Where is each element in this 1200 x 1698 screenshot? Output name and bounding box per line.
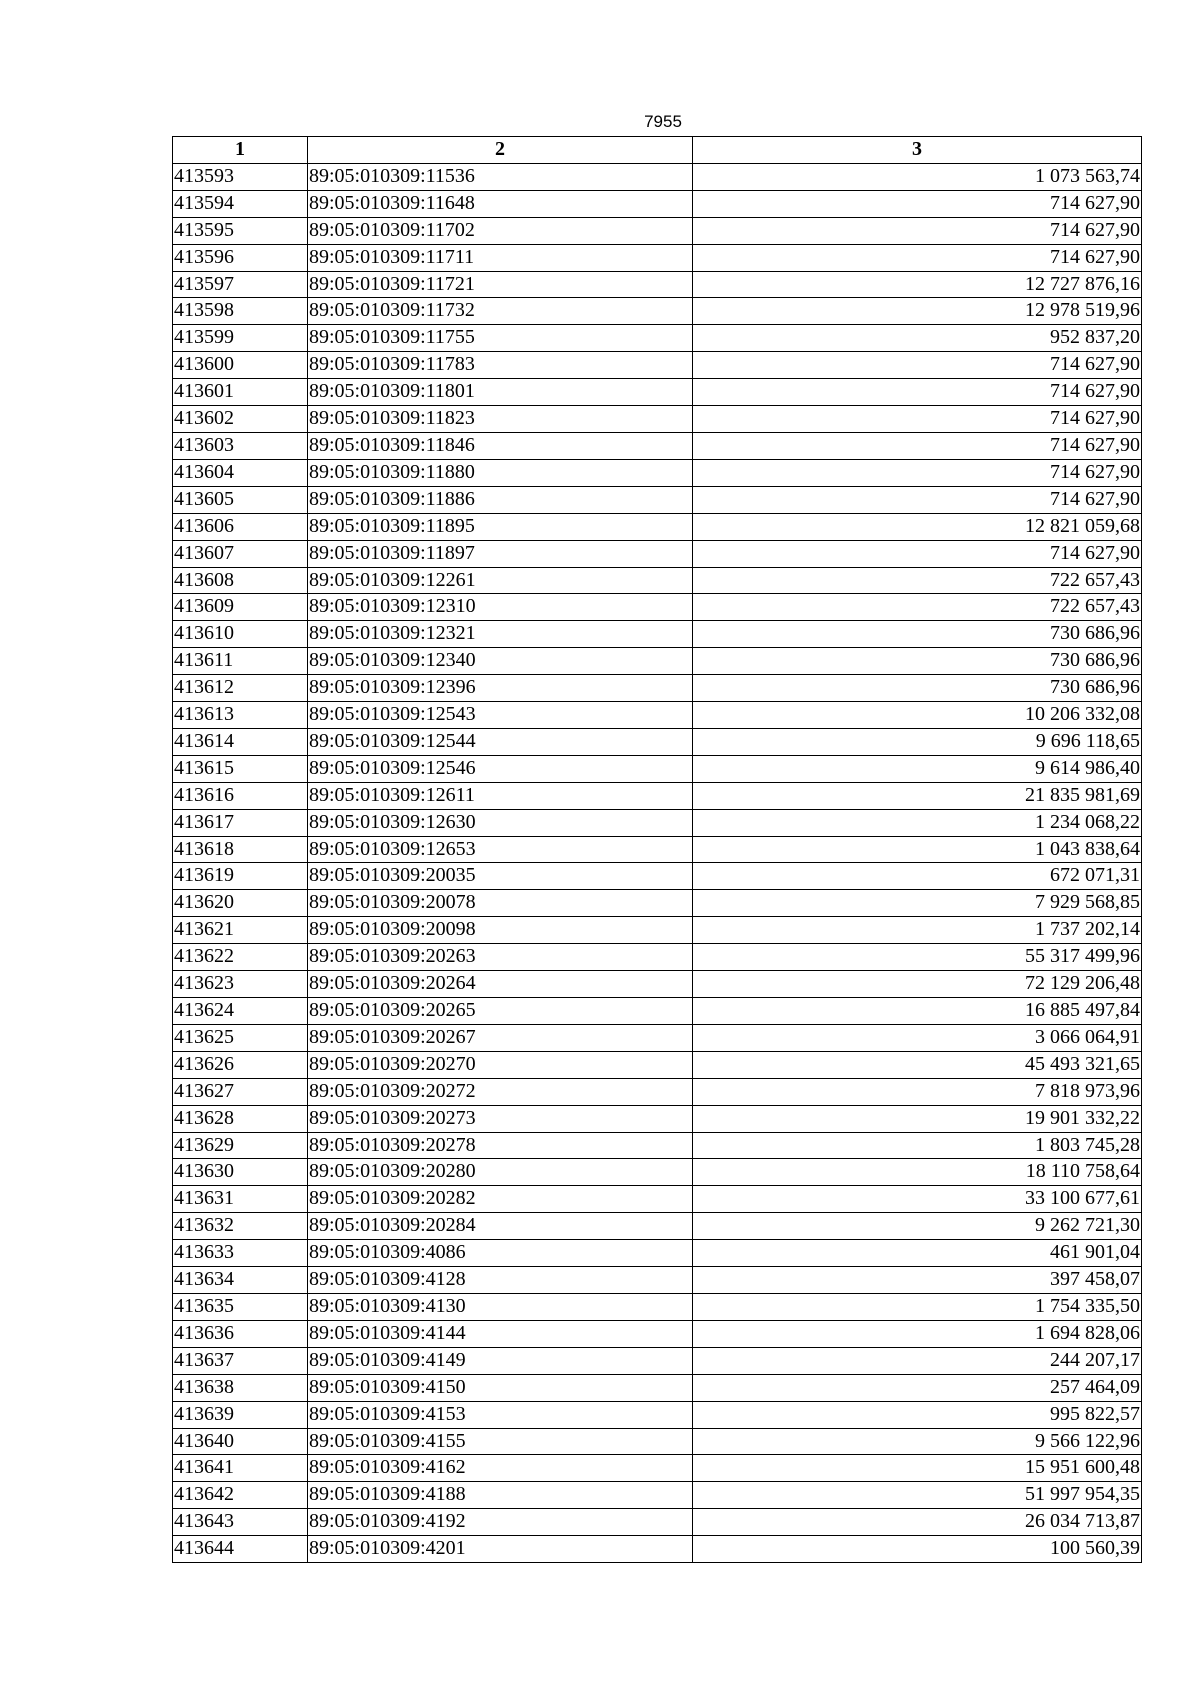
amount-cell: 714 627,90 <box>693 459 1142 486</box>
cadastral-number-cell: 89:05:010309:4130 <box>308 1293 693 1320</box>
row-number-cell: 413607 <box>173 540 308 567</box>
cadastral-number-cell: 89:05:010309:11823 <box>308 406 693 433</box>
amount-cell: 100 560,39 <box>693 1536 1142 1563</box>
cadastral-number-cell: 89:05:010309:4201 <box>308 1536 693 1563</box>
cadastral-number-cell: 89:05:010309:20263 <box>308 944 693 971</box>
cadastral-number-cell: 89:05:010309:4153 <box>308 1401 693 1428</box>
cadastral-number-cell: 89:05:010309:20265 <box>308 998 693 1025</box>
cadastral-number-cell: 89:05:010309:11801 <box>308 379 693 406</box>
cadastral-number-cell: 89:05:010309:12611 <box>308 782 693 809</box>
table-row <box>173 1105 1142 1132</box>
cadastral-number-cell: 89:05:010309:20280 <box>308 1159 693 1186</box>
amount-cell: 51 997 954,35 <box>693 1482 1142 1509</box>
amount-cell: 21 835 981,69 <box>693 782 1142 809</box>
amount-cell: 714 627,90 <box>693 432 1142 459</box>
amount-cell: 7 818 973,96 <box>693 1078 1142 1105</box>
amount-cell: 714 627,90 <box>693 486 1142 513</box>
table-row <box>173 352 1142 379</box>
table-row <box>173 728 1142 755</box>
row-number-cell: 413608 <box>173 567 308 594</box>
row-number-cell: 413609 <box>173 594 308 621</box>
row-number-cell: 413635 <box>173 1293 308 1320</box>
cadastral-number-cell: 89:05:010309:11895 <box>308 513 693 540</box>
row-number-cell: 413622 <box>173 944 308 971</box>
cadastral-number-cell: 89:05:010309:12396 <box>308 675 693 702</box>
table-row <box>173 567 1142 594</box>
column-header-3: 3 <box>693 137 1142 164</box>
cadastral-number-cell: 89:05:010309:11648 <box>308 190 693 217</box>
cadastral-number-cell: 89:05:010309:20270 <box>308 1051 693 1078</box>
row-number-cell: 413601 <box>173 379 308 406</box>
table-row <box>173 540 1142 567</box>
amount-cell: 12 727 876,16 <box>693 271 1142 298</box>
amount-cell: 10 206 332,08 <box>693 702 1142 729</box>
row-number-cell: 413618 <box>173 836 308 863</box>
row-number-cell: 413639 <box>173 1401 308 1428</box>
row-number-cell: 413619 <box>173 863 308 890</box>
table-row <box>173 1240 1142 1267</box>
row-number-cell: 413611 <box>173 648 308 675</box>
row-number-cell: 413594 <box>173 190 308 217</box>
table-row <box>173 1213 1142 1240</box>
table-row <box>173 890 1142 917</box>
amount-cell: 714 627,90 <box>693 217 1142 244</box>
amount-cell: 16 885 497,84 <box>693 998 1142 1025</box>
row-number-cell: 413595 <box>173 217 308 244</box>
amount-cell: 1 043 838,64 <box>693 836 1142 863</box>
table-row <box>173 917 1142 944</box>
row-number-cell: 413598 <box>173 298 308 325</box>
cadastral-number-cell: 89:05:010309:12321 <box>308 621 693 648</box>
row-number-cell: 413643 <box>173 1509 308 1536</box>
table-row <box>173 1401 1142 1428</box>
amount-cell: 12 821 059,68 <box>693 513 1142 540</box>
row-number-cell: 413617 <box>173 809 308 836</box>
amount-cell: 1 803 745,28 <box>693 1132 1142 1159</box>
table-row <box>173 406 1142 433</box>
cadastral-number-cell: 89:05:010309:12653 <box>308 836 693 863</box>
row-number-cell: 413626 <box>173 1051 308 1078</box>
table-row <box>173 1051 1142 1078</box>
row-number-cell: 413606 <box>173 513 308 540</box>
amount-cell: 1 754 335,50 <box>693 1293 1142 1320</box>
row-number-cell: 413630 <box>173 1159 308 1186</box>
row-number-cell: 413641 <box>173 1455 308 1482</box>
amount-cell: 244 207,17 <box>693 1347 1142 1374</box>
row-number-cell: 413602 <box>173 406 308 433</box>
cadastral-number-cell: 89:05:010309:20267 <box>308 1024 693 1051</box>
cadastral-number-cell: 89:05:010309:20264 <box>308 971 693 998</box>
amount-cell: 257 464,09 <box>693 1374 1142 1401</box>
row-number-cell: 413627 <box>173 1078 308 1105</box>
amount-cell: 1 694 828,06 <box>693 1320 1142 1347</box>
cadastral-number-cell: 89:05:010309:4155 <box>308 1428 693 1455</box>
row-number-cell: 413621 <box>173 917 308 944</box>
table-row <box>173 944 1142 971</box>
table-row <box>173 513 1142 540</box>
table-row <box>173 1267 1142 1294</box>
amount-cell: 9 566 122,96 <box>693 1428 1142 1455</box>
amount-cell: 15 951 600,48 <box>693 1455 1142 1482</box>
cadastral-number-cell: 89:05:010309:11755 <box>308 325 693 352</box>
amount-cell: 1 737 202,14 <box>693 917 1142 944</box>
table-row <box>173 1320 1142 1347</box>
amount-cell: 72 129 206,48 <box>693 971 1142 998</box>
cadastral-number-cell: 89:05:010309:12310 <box>308 594 693 621</box>
row-number-cell: 413642 <box>173 1482 308 1509</box>
amount-cell: 730 686,96 <box>693 675 1142 702</box>
table-row <box>173 755 1142 782</box>
amount-cell: 55 317 499,96 <box>693 944 1142 971</box>
amount-cell: 730 686,96 <box>693 621 1142 648</box>
amount-cell: 33 100 677,61 <box>693 1186 1142 1213</box>
table-row <box>173 1186 1142 1213</box>
table-row <box>173 1347 1142 1374</box>
amount-cell: 714 627,90 <box>693 540 1142 567</box>
amount-cell: 714 627,90 <box>693 190 1142 217</box>
row-number-cell: 413603 <box>173 432 308 459</box>
cadastral-number-cell: 89:05:010309:11732 <box>308 298 693 325</box>
row-number-cell: 413593 <box>173 163 308 190</box>
table-row <box>173 1509 1142 1536</box>
cadastral-number-cell: 89:05:010309:12340 <box>308 648 693 675</box>
amount-cell: 672 071,31 <box>693 863 1142 890</box>
row-number-cell: 413625 <box>173 1024 308 1051</box>
cadastral-number-cell: 89:05:010309:11536 <box>308 163 693 190</box>
amount-cell: 461 901,04 <box>693 1240 1142 1267</box>
amount-cell: 7 929 568,85 <box>693 890 1142 917</box>
amount-cell: 714 627,90 <box>693 379 1142 406</box>
cadastral-number-cell: 89:05:010309:20282 <box>308 1186 693 1213</box>
cadastral-number-cell: 89:05:010309:11846 <box>308 432 693 459</box>
row-number-cell: 413599 <box>173 325 308 352</box>
cadastral-number-cell: 89:05:010309:12544 <box>308 728 693 755</box>
table-row <box>173 271 1142 298</box>
column-header-1: 1 <box>173 137 308 164</box>
row-number-cell: 413600 <box>173 352 308 379</box>
row-number-cell: 413610 <box>173 621 308 648</box>
row-number-cell: 413624 <box>173 998 308 1025</box>
table-row <box>173 809 1142 836</box>
cadastral-number-cell: 89:05:010309:20278 <box>308 1132 693 1159</box>
cadastral-number-cell: 89:05:010309:20272 <box>308 1078 693 1105</box>
cadastral-number-cell: 89:05:010309:12546 <box>308 755 693 782</box>
table-row <box>173 432 1142 459</box>
amount-cell: 1 234 068,22 <box>693 809 1142 836</box>
amount-cell: 952 837,20 <box>693 325 1142 352</box>
cadastral-number-cell: 89:05:010309:12261 <box>308 567 693 594</box>
cadastral-number-cell: 89:05:010309:11897 <box>308 540 693 567</box>
row-number-cell: 413596 <box>173 244 308 271</box>
cadastral-number-cell: 89:05:010309:4150 <box>308 1374 693 1401</box>
amount-cell: 722 657,43 <box>693 594 1142 621</box>
page-number: 7955 <box>644 112 682 131</box>
cadastral-number-cell: 89:05:010309:11702 <box>308 217 693 244</box>
cadastral-number-cell: 89:05:010309:20035 <box>308 863 693 890</box>
amount-cell: 19 901 332,22 <box>693 1105 1142 1132</box>
cadastral-number-cell: 89:05:010309:11880 <box>308 459 693 486</box>
row-number-cell: 413605 <box>173 486 308 513</box>
cadastral-number-cell: 89:05:010309:4086 <box>308 1240 693 1267</box>
cadastral-number-cell: 89:05:010309:4128 <box>308 1267 693 1294</box>
amount-cell: 714 627,90 <box>693 352 1142 379</box>
row-number-cell: 413613 <box>173 702 308 729</box>
cadastral-number-cell: 89:05:010309:11721 <box>308 271 693 298</box>
row-number-cell: 413597 <box>173 271 308 298</box>
row-number-cell: 413615 <box>173 755 308 782</box>
row-number-cell: 413640 <box>173 1428 308 1455</box>
amount-cell: 9 614 986,40 <box>693 755 1142 782</box>
amount-cell: 397 458,07 <box>693 1267 1142 1294</box>
header-row <box>173 137 1142 164</box>
table-row <box>173 325 1142 352</box>
cadastral-number-cell: 89:05:010309:4144 <box>308 1320 693 1347</box>
row-number-cell: 413628 <box>173 1105 308 1132</box>
amount-cell: 12 978 519,96 <box>693 298 1142 325</box>
row-number-cell: 413614 <box>173 728 308 755</box>
table-row <box>173 1428 1142 1455</box>
row-number-cell: 413612 <box>173 675 308 702</box>
table-row <box>173 244 1142 271</box>
cadastral-number-cell: 89:05:010309:4162 <box>308 1455 693 1482</box>
cadastral-number-cell: 89:05:010309:20284 <box>308 1213 693 1240</box>
amount-cell: 722 657,43 <box>693 567 1142 594</box>
table-row <box>173 459 1142 486</box>
row-number-cell: 413636 <box>173 1320 308 1347</box>
table-row <box>173 675 1142 702</box>
table-row <box>173 1536 1142 1563</box>
table-row <box>173 486 1142 513</box>
table-row <box>173 217 1142 244</box>
table-row <box>173 621 1142 648</box>
table-row <box>173 1374 1142 1401</box>
amount-cell: 714 627,90 <box>693 406 1142 433</box>
amount-cell: 45 493 321,65 <box>693 1051 1142 1078</box>
table-row <box>173 190 1142 217</box>
cadastral-number-cell: 89:05:010309:4188 <box>308 1482 693 1509</box>
table-row <box>173 1132 1142 1159</box>
cadastral-number-cell: 89:05:010309:12630 <box>308 809 693 836</box>
amount-cell: 18 110 758,64 <box>693 1159 1142 1186</box>
row-number-cell: 413620 <box>173 890 308 917</box>
table-row <box>173 1455 1142 1482</box>
row-number-cell: 413634 <box>173 1267 308 1294</box>
table-row <box>173 379 1142 406</box>
table-row <box>173 1024 1142 1051</box>
cadastral-number-cell: 89:05:010309:20078 <box>308 890 693 917</box>
row-number-cell: 413604 <box>173 459 308 486</box>
table-row <box>173 1482 1142 1509</box>
amount-cell: 730 686,96 <box>693 648 1142 675</box>
row-number-cell: 413638 <box>173 1374 308 1401</box>
row-number-cell: 413644 <box>173 1536 308 1563</box>
data-table <box>172 136 1142 1563</box>
row-number-cell: 413623 <box>173 971 308 998</box>
table-row <box>173 163 1142 190</box>
cadastral-number-cell: 89:05:010309:12543 <box>308 702 693 729</box>
row-number-cell: 413637 <box>173 1347 308 1374</box>
table-row <box>173 298 1142 325</box>
cadastral-number-cell: 89:05:010309:11886 <box>308 486 693 513</box>
row-number-cell: 413633 <box>173 1240 308 1267</box>
row-number-cell: 413616 <box>173 782 308 809</box>
table-row <box>173 1078 1142 1105</box>
table-row <box>173 648 1142 675</box>
amount-cell: 9 696 118,65 <box>693 728 1142 755</box>
cadastral-number-cell: 89:05:010309:4192 <box>308 1509 693 1536</box>
cadastral-number-cell: 89:05:010309:20098 <box>308 917 693 944</box>
table-row <box>173 1293 1142 1320</box>
table-row <box>173 782 1142 809</box>
cadastral-number-cell: 89:05:010309:20273 <box>308 1105 693 1132</box>
column-header-2: 2 <box>308 137 693 164</box>
amount-cell: 1 073 563,74 <box>693 163 1142 190</box>
table-row <box>173 971 1142 998</box>
amount-cell: 3 066 064,91 <box>693 1024 1142 1051</box>
table-row <box>173 998 1142 1025</box>
amount-cell: 995 822,57 <box>693 1401 1142 1428</box>
table-body <box>173 163 1142 1562</box>
amount-cell: 714 627,90 <box>693 244 1142 271</box>
row-number-cell: 413632 <box>173 1213 308 1240</box>
row-number-cell: 413629 <box>173 1132 308 1159</box>
table-row <box>173 836 1142 863</box>
cadastral-number-cell: 89:05:010309:4149 <box>308 1347 693 1374</box>
amount-cell: 26 034 713,87 <box>693 1509 1142 1536</box>
table-row <box>173 1159 1142 1186</box>
cadastral-number-cell: 89:05:010309:11711 <box>308 244 693 271</box>
amount-cell: 9 262 721,30 <box>693 1213 1142 1240</box>
cadastral-number-cell: 89:05:010309:11783 <box>308 352 693 379</box>
table-row <box>173 702 1142 729</box>
row-number-cell: 413631 <box>173 1186 308 1213</box>
table-row <box>173 594 1142 621</box>
table-row <box>173 863 1142 890</box>
